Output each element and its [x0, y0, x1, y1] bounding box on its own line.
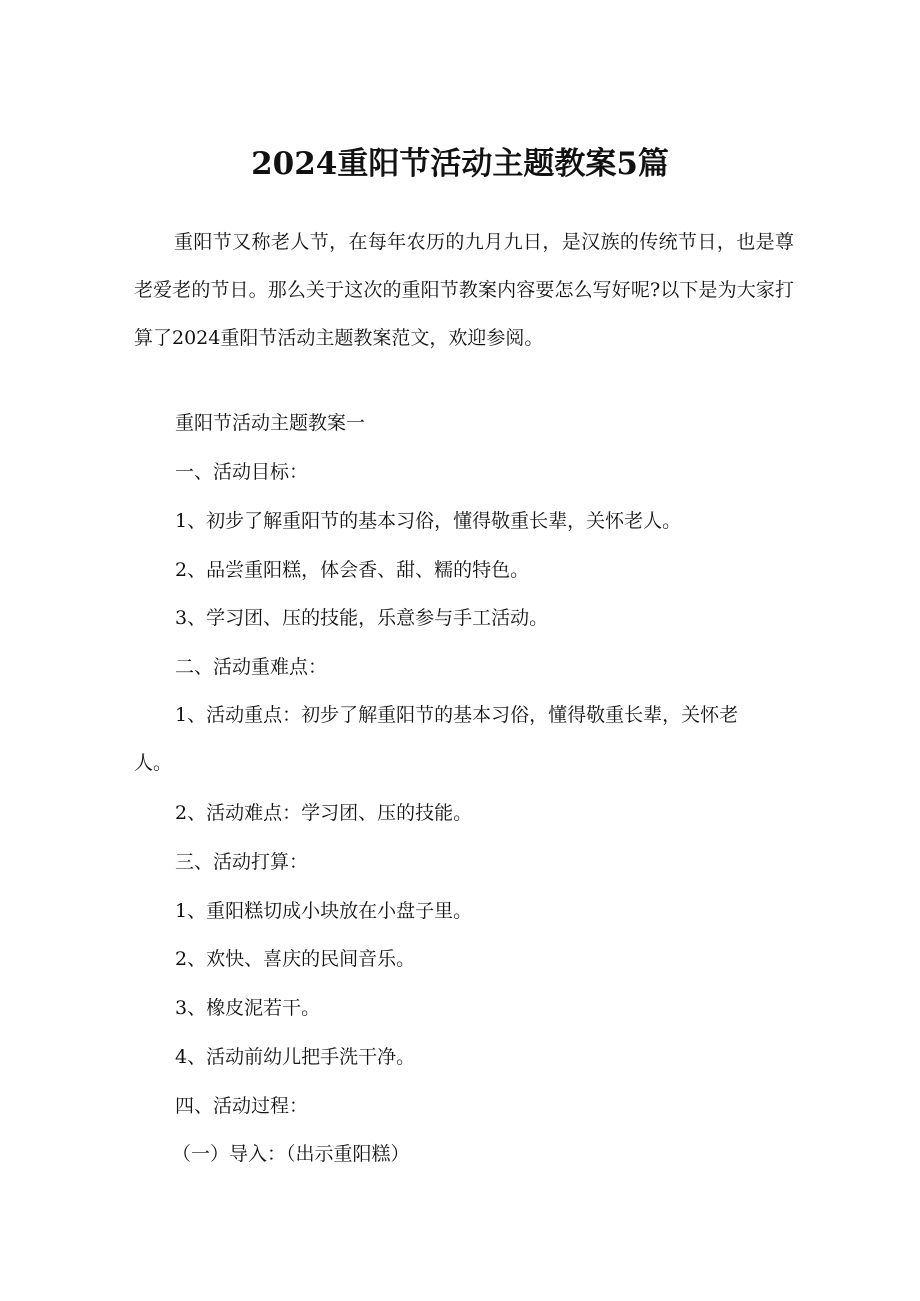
list-item: 3、橡皮泥若干。: [175, 997, 321, 1019]
list-item: 3、学习团、压的技能，乐意参与手工活动。: [175, 607, 549, 629]
heading-objectives: 一、活动目标：: [175, 461, 309, 483]
subheading-intro: （一）导入：（出示重阳糕）: [172, 1143, 410, 1165]
heading-preparation: 三、活动打算：: [175, 851, 309, 873]
list-item: 2、品尝重阳糕，体会香、甜、糯的特色。: [175, 559, 530, 581]
list-item: 1、初步了解重阳节的基本习俗，懂得敬重长辈，关怀老人。: [175, 510, 682, 532]
section-heading: 重阳节活动主题教案一: [175, 412, 366, 434]
list-item: 1、活动重点：初步了解重阳节的基本习俗，懂得敬重长辈，关怀老人。: [134, 704, 739, 774]
heading-key-points: 二、活动重难点：: [175, 656, 328, 678]
list-item: 1、重阳糕切成小块放在小盘子里。: [175, 900, 473, 922]
list-item: 4、活动前幼儿把手洗干净。: [175, 1046, 416, 1068]
heading-process: 四、活动过程：: [175, 1095, 309, 1117]
intro-paragraph: 重阳节又称老人节，在每年农历的九月九日，是汉族的传统节日，也是尊老爱老的节日。那么关于这次的重阳节教案内容要怎么写好呢?以下是为大家打算了2024重阳节活动主题教案范文，欢迎参阅。: [134, 231, 794, 349]
list-item: 2、欢快、喜庆的民间音乐。: [175, 948, 416, 970]
list-item: 2、活动难点：学习团、压的技能。: [175, 802, 473, 824]
document-title: 2024重阳节活动主题教案5篇: [251, 146, 669, 182]
